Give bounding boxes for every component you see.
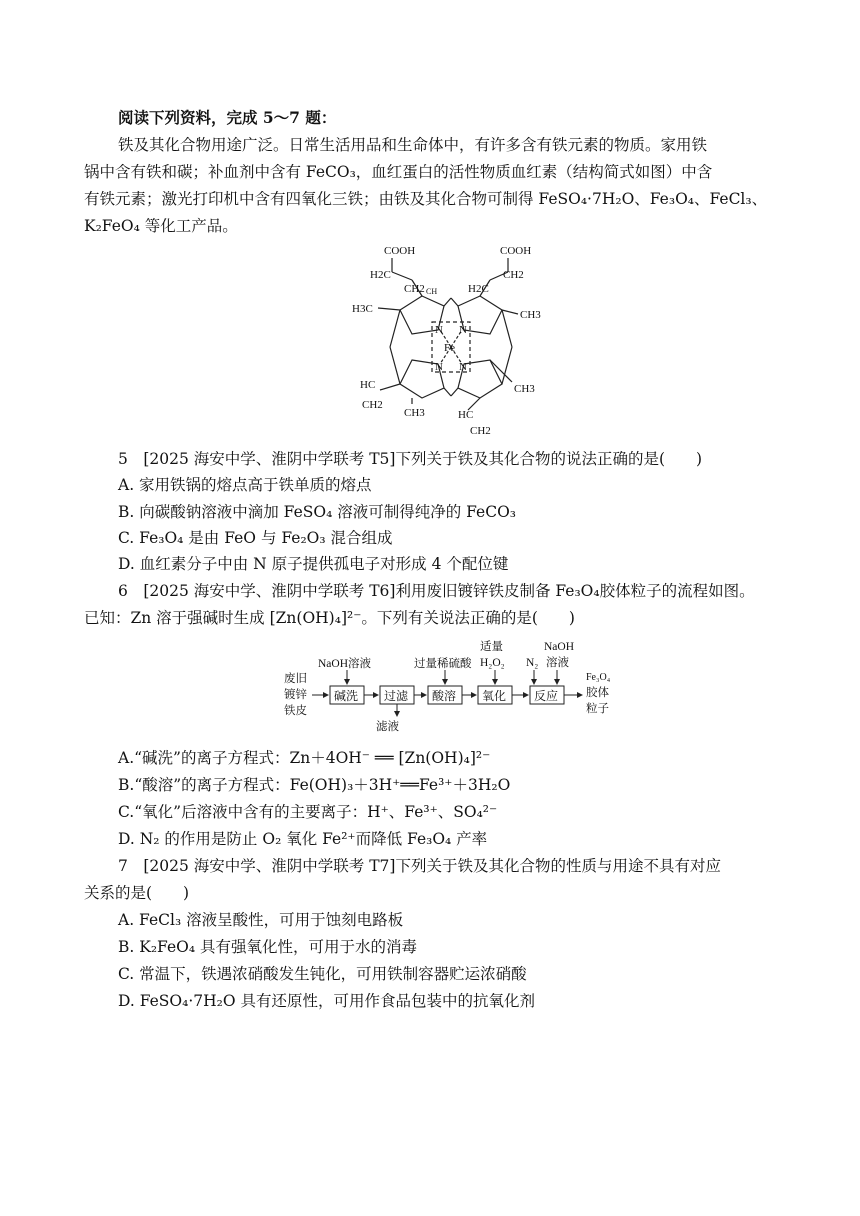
- material-paragraph-line: 锅中含有铁和碳；补血剂中含有 FeCO₃，血红蛋白的活性物质血红素（结构简式如图）中含: [84, 163, 713, 181]
- q5-option-b: B. 向碳酸钠溶液中滴加 FeSO₄ 溶液可制得纯净的 FeCO₃: [118, 503, 517, 521]
- h2c-right-label: H2C: [468, 283, 489, 295]
- q7-option-c: C. 常温下，铁遇浓硝酸发生钝化，可用铁制容器贮运浓硝酸: [118, 965, 527, 983]
- flow-start-label: 废旧: [284, 673, 307, 685]
- ch2-right-label: CH2: [503, 269, 524, 281]
- hc-right-label: HC: [458, 409, 474, 421]
- step-react-box: 反应: [534, 689, 559, 703]
- n-atom-label: N: [435, 324, 443, 336]
- product-label: Fe₃O₄: [586, 672, 611, 683]
- ch2-vinyl-left-label: CH2: [362, 399, 383, 411]
- step-acid-box: 酸溶: [432, 689, 457, 703]
- reagent-n2-label: N₂: [526, 657, 539, 669]
- reagent-naoh-label: NaOH溶液: [318, 658, 372, 670]
- reagent-naoh2-label: NaOH: [544, 641, 575, 653]
- material-paragraph-line: 有铁元素；激光打印机中含有四氧化三铁；由铁及其化合物可制得 FeSO₄·7H₂O、Fe₃O₄、FeCl₃、: [84, 190, 768, 208]
- q6-option-a: A.“碱洗”的离子方程式：Zn＋4OH⁻ ══ [Zn(OH)₄]²⁻: [118, 749, 491, 767]
- cooh-left-label: COOH: [384, 245, 416, 257]
- h3c-left-label: H3C: [352, 303, 373, 315]
- h2c-left-label: H2C: [370, 269, 391, 281]
- q5-stem: 5 [2025 海安中学、淮阴中学联考 T5]下列关于铁及其化合物的说法正确的是( ): [118, 450, 703, 468]
- reagent-h2o2-label: H₂O₂: [480, 657, 505, 669]
- heme-structure-diagram: [340, 238, 560, 438]
- flow-chart: [282, 636, 622, 734]
- fe-atom-label: Fe: [444, 342, 455, 354]
- q5-option-c: C. Fe₃O₄ 是由 FeO 与 Fe₂O₃ 混合组成: [118, 529, 393, 547]
- q7-option-d: D. FeSO₄·7H₂O 具有还原性，可用作食品包装中的抗氧化剂: [118, 992, 536, 1010]
- ch2-vinyl-right-label: CH2: [470, 425, 491, 437]
- product-label: 粒子: [586, 703, 609, 715]
- filtrate-label: 滤液: [376, 721, 399, 733]
- step-oxidize-box: 氧化: [482, 689, 507, 703]
- q6-option-c: C.“氧化”后溶液中含有的主要离子：H⁺、Fe³⁺、SO₄²⁻: [118, 803, 498, 821]
- q7-stem-line1: 7 [2025 海安中学、淮阴中学联考 T7]下列关于铁及其化合物的性质与用途不具有对应: [118, 857, 721, 875]
- n-atom-label: N: [459, 324, 467, 336]
- flow-start-label: 镀锌: [284, 689, 307, 701]
- material-paragraph-line: K₂FeO₄ 等化工产品。: [84, 217, 238, 235]
- n-atom-label: N: [459, 361, 467, 373]
- step-wash-box: 碱洗: [334, 689, 359, 703]
- q5-option-a: A. 家用铁锅的熔点高于铁单质的熔点: [118, 476, 372, 494]
- ch2-left-label: CH2: [404, 283, 425, 295]
- q5-option-d: D. 血红素分子中由 N 原子提供孤电子对形成 4 个配位键: [118, 555, 509, 573]
- product-label: 胶体: [586, 687, 609, 699]
- hc-left-label: HC: [360, 379, 376, 391]
- ch3-right-label: CH3: [520, 309, 541, 321]
- flow-start-label: 铁皮: [284, 705, 307, 717]
- reagent-naoh2-label: 溶液: [546, 657, 569, 669]
- step-filter-box: 过滤: [384, 689, 409, 703]
- reagent-acid-label: 过量稀硫酸: [414, 658, 472, 670]
- q6-stem-line1: 6 [2025 海安中学、淮阴中学联考 T6]利用废旧镀锌铁皮制备 Fe₃O₄胶体粒子的流程如图。: [118, 582, 755, 600]
- q6-option-d: D. N₂ 的作用是防止 O₂ 氧化 Fe²⁺而降低 Fe₃O₄ 产率: [118, 830, 488, 848]
- q6-option-b: B.“酸溶”的离子方程式：Fe(OH)₃＋3H⁺══Fe³⁺＋3H₂O: [118, 776, 511, 794]
- material-paragraph-line: 铁及其化合物用途广泛。日常生活用品和生命体中，有许多含有铁元素的物质。家用铁: [118, 136, 708, 154]
- ch3-lower-right-label: CH3: [514, 383, 535, 395]
- q6-stem-line2: 已知：Zn 溶于强碱时生成 [Zn(OH)₄]²⁻。下列有关说法正确的是( ): [84, 609, 575, 627]
- n-atom-label: N: [435, 361, 443, 373]
- ch3-bottom-label: CH3: [404, 407, 425, 419]
- q7-option-b: B. K₂FeO₄ 具有强氧化性，可用于水的消毒: [118, 938, 417, 956]
- cooh-right-label: COOH: [500, 245, 532, 257]
- q7-stem-line2: 关系的是( ): [84, 884, 190, 902]
- material-heading: 阅读下列资料，完成 5～7 题：: [118, 108, 337, 127]
- meso-ch-label: CH: [426, 287, 438, 296]
- reagent-h2o2-label: 适量: [480, 641, 503, 653]
- q7-option-a: A. FeCl₃ 溶液呈酸性，可用于蚀刻电路板: [118, 911, 404, 929]
